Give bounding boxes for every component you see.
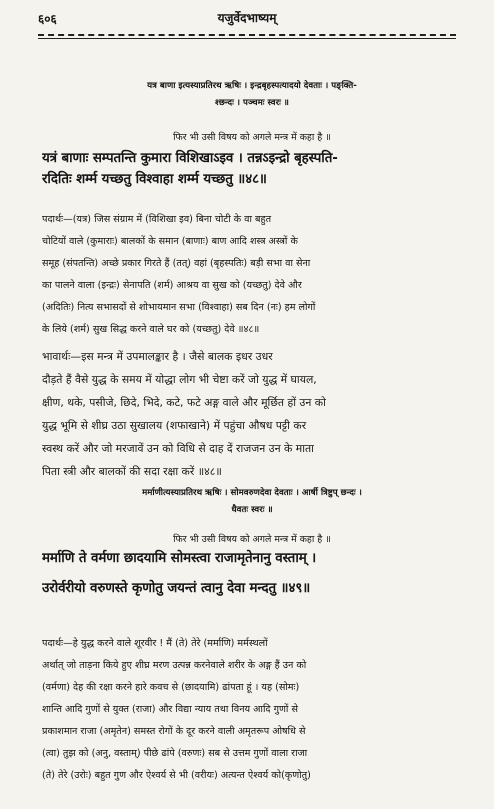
text-line: के लिये (शर्म) सुख सिद्ध करने वाले घर को (यच्छतु) देवे ॥४८॥ (42, 324, 260, 335)
text-line: स्वस्थ करें और जो मरजावें उन को विधि से दाह दें राजजन उन के माता (42, 442, 314, 455)
header-rule-solid (38, 38, 456, 39)
text-line: पिता स्त्री और बालकों की सदा रक्षा करें ॥४८॥ (42, 465, 222, 478)
text-line: (वर्मणा) देह की रक्षा करने हारे कवच से (छादयामि) ढांपता हूं । यह (सोमः) (42, 682, 300, 693)
text-line: पदार्थः—(यत्र) जिस संग्राम में (विशिखा इव) बिना चोटी के वा बहुत (42, 214, 272, 225)
mantra-text-49 (42, 548, 462, 599)
rishi-devata-line-49 (42, 485, 462, 519)
mantra-line: यत्रं बाणाः सम्पतन्ति कुमारा विशिखाऽइव । तन्नऽइन्द्रो बृहस्पति- (42, 151, 338, 166)
page-header (38, 8, 456, 30)
mantra-text-48 (42, 148, 462, 190)
page-number: ६०६ (38, 12, 57, 26)
rishi-devata-line-48 (42, 78, 462, 112)
text-line: भावार्थः—इस मन्त्र में उपमालङ्कार है । जैसे बालक इधर उधर (42, 350, 273, 363)
text-line: पदार्थः—हे युद्ध करने वाले शूरवीर ! मैं (ते) तेरे (मर्माणि) मर्मस्थलों (42, 638, 268, 649)
text-line: शान्ति आदि गुणों से युक्त (राजा) और विद्या न्याय तथा विनय आदि गुणों से (42, 704, 298, 715)
header-rule-dashed (38, 34, 456, 36)
running-title: यजुर्वेदभाष्यम् (217, 11, 277, 25)
text-line: प्रकाशमान राजा (अमृतेन) समस्त रोगों के दूर करने वाली अमृतरूप ओषधि से (42, 726, 306, 737)
rishi-line: यत्र बाणा इत्यस्याप्रतिरथ ऋषिः । इन्द्रबृहस्पत्यादयो देवताः । पङ्क्ति- (147, 81, 357, 91)
padartha-paragraph-48 (42, 209, 462, 341)
mantra-line: रदितिः शर्म्म यच्छतु विश्वाहा शर्म्म यच्छतु ॥४८॥ (42, 172, 267, 187)
text-line: युद्ध भूमि से शीघ्र उठा सुखालय (शफाखाने) में पहुंचा औषध पट्टी कर (42, 419, 307, 432)
text-line: (अदितिः) नित्य सभासदों से शोभायमान सभा (विश्वाहा) सब दिन (नः) हम लोगों (42, 302, 316, 313)
intro-line-48: फिर भी उसी विषय को अगले मन्त्र में कहा है ॥ (173, 132, 331, 143)
intro-line-49: फिर भी उसी विषय को अगले मन्त्र में कहा है ॥ (173, 534, 331, 545)
mantra-line: मर्माणि ते वर्मणा छादयामि सोमस्त्वा राजामृतेनानु वस्ताम् । (42, 551, 317, 566)
text-line: (ते) तेरे (उरोः) बहुत गुण और ऐश्वर्य से भी (वरीयः) अत्यन्त ऐश्वर्य को(कृणोतु) (42, 770, 311, 781)
text-line: चोटियों वाले (कुमाराः) बालकों के समान (बाणाः) बाण आदि शस्त्र अस्त्रों के (42, 236, 298, 247)
text-line: का पालने वाला (इन्द्रः) सेनापति (शर्म) आश्रय वा सुख को (यच्छतु) देवे और (42, 280, 302, 291)
rishi-line: मर्माणीत्यस्याप्रतिरथ ऋषिः । सोमवरुणदेवा देवताः । आर्षी त्रिष्टुप् छन्दः । (142, 488, 362, 498)
bhavartha-paragraph-48 (42, 345, 462, 483)
text-line: (त्वा) तुझ को (अनु, वस्ताम्) पीछे ढांपे (वरुणः) सब से उत्तम गुणों वाला राजा (42, 748, 308, 759)
rishi-line: श्छन्दः । पञ्चमः स्वरः ॥ (215, 98, 289, 108)
text-line: क्षीण, थके, पसीजे, छिदे, भिदे, कटे, फटे अङ्ग वाले और मूर्छित हों उन को (42, 396, 326, 409)
mantra-line: उरोर्वरीयो वरुणस्ते कृणोतु जयन्तं त्वानु देवा मन्दतु ॥४९॥ (42, 581, 311, 596)
text-line: अर्थात् जो ताड़ना किये हुए शीघ्र मरण उत्पन्न करनेवाले शरीर के अङ्ग हैं उन को (42, 660, 307, 671)
rishi-line: धैवतः स्वरः ॥ (231, 505, 273, 515)
text-line: दौड़ते हैं वैसे युद्ध के समय में योद्धा लोग भी चेष्टा करें जो युद्ध में घायल, (42, 373, 317, 386)
padartha-paragraph-49 (42, 633, 462, 787)
text-line: समूह (संपतन्ति) अच्छे प्रकार गिरते हैं (तत्) वहां (बृहस्पतिः) बड़ी सभा वा सेना (42, 258, 311, 269)
